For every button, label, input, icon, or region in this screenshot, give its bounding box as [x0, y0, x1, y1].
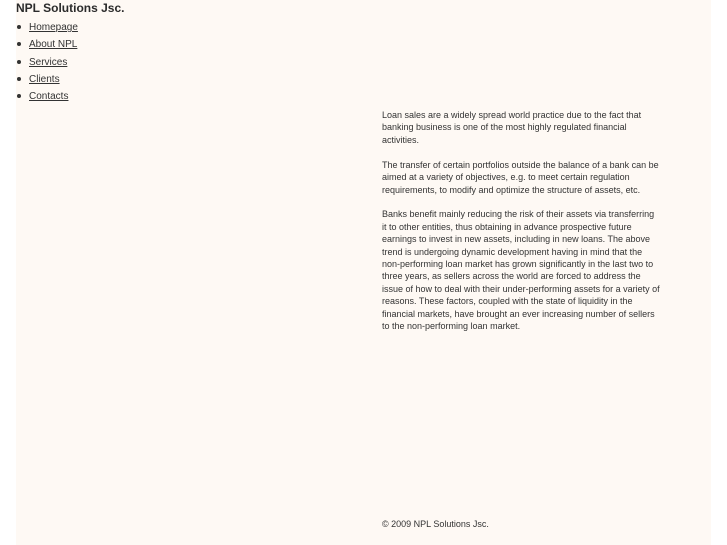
bullet-icon	[17, 77, 21, 81]
bullet-icon	[17, 42, 21, 46]
nav-item-contacts	[16, 90, 78, 107]
bullet-icon	[17, 94, 21, 98]
nav-link-contacts[interactable]: Contacts	[29, 91, 69, 103]
bullet-icon	[17, 25, 21, 29]
footer-copyright: © 2009 NPL Solutions Jsc.	[382, 519, 489, 529]
nav-link-about[interactable]: About NPL	[29, 39, 78, 51]
main-nav	[16, 21, 78, 107]
content-paragraph: Loan sales are a widely spread world practice due to the fact that banking business is one of the most highly regulated financial activities.	[382, 110, 642, 145]
nav-item-clients	[16, 73, 78, 90]
bullet-icon	[17, 60, 21, 64]
nav-item-homepage	[16, 21, 78, 38]
nav-item-services	[16, 56, 78, 73]
nav-link-services[interactable]: Services	[29, 56, 68, 68]
site-title: NPL Solutions Jsc.	[16, 1, 125, 15]
nav-link-clients[interactable]: Clients	[29, 73, 60, 85]
main-content	[382, 109, 660, 345]
content-paragraph: Banks benefit mainly reducing the risk of their assets via transferring it to other entities, thus obtaining in advance prospective future earnings to invest in new assets, including in new loans. The above trend is undergoing dynamic development having in mind that the non-performing loan market has grown significantly in the last two to three years, as sellers across the world are forced to address the issue of how to deal with their under-performing assets for a variety of reasons. These factors, coupled with the state of liquidity in the financial markets, have brought an ever increasing number of sellers to the non-performing loan market.	[382, 209, 660, 332]
content-paragraph: The transfer of certain portfolios outside the balance of a bank can be aimed at a variety of objectives, e.g. to meet certain regulation requirements, to modify and optimize the structure of assets, etc.	[382, 159, 659, 195]
nav-item-about	[16, 38, 78, 55]
nav-link-homepage[interactable]: Homepage	[29, 22, 78, 33]
